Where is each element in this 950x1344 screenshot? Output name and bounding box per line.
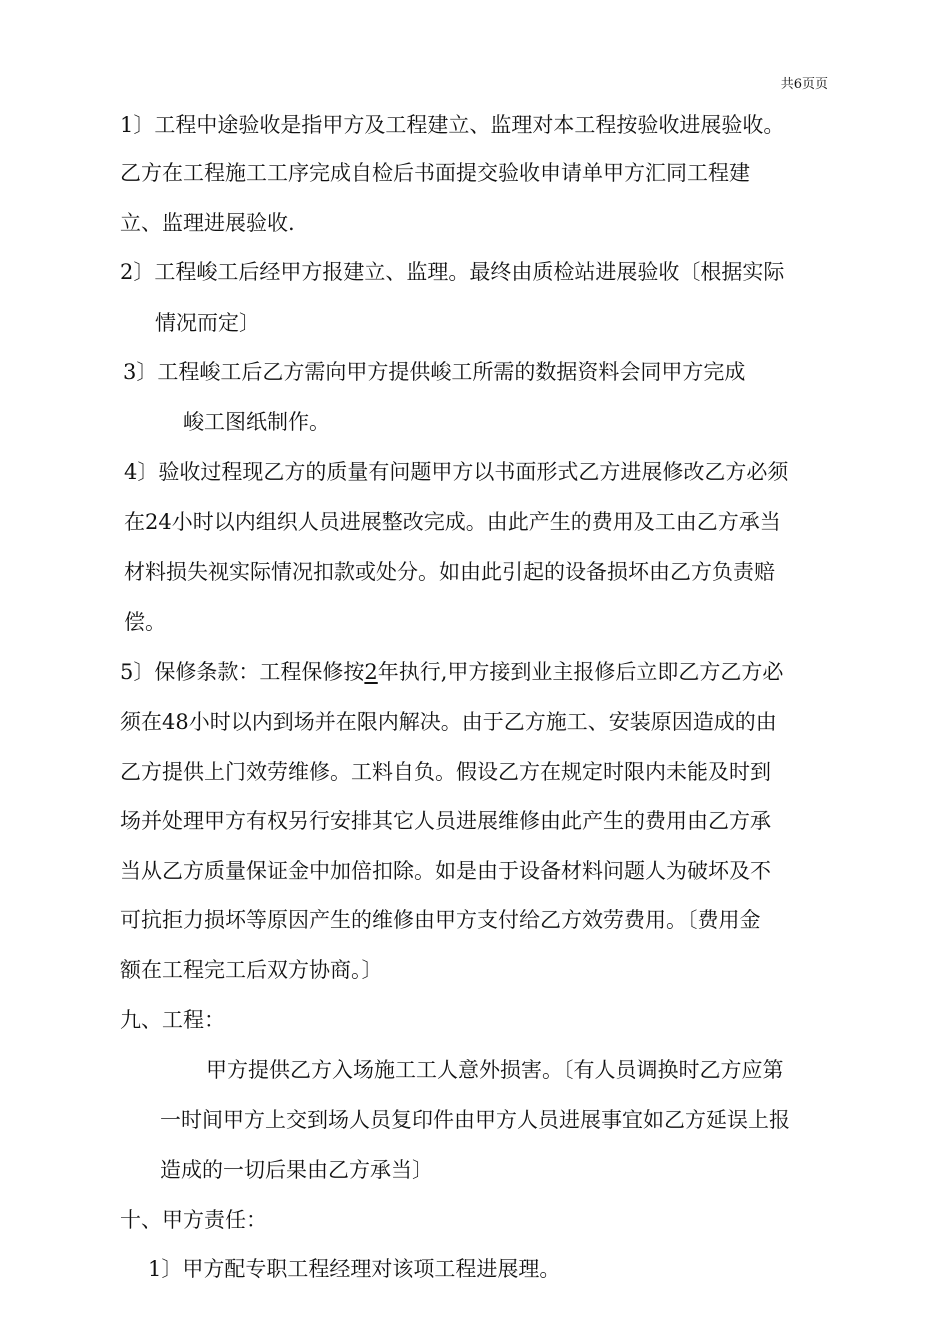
clause-1-line-2: 乙方在工程施工工序完成自检后书面提交验收申请单甲方汇同工程建	[120, 161, 750, 185]
clause-1-line-3: 立、监理进展验收.	[120, 211, 295, 235]
section-10-item-1: 1〕甲方配专职工程经理对该项工程进展理。	[148, 1257, 561, 1281]
clause-2-line-1: 2〕工程峻工后经甲方报建立、监理。最终由质检站进展验收〔根据实际	[120, 260, 785, 284]
clause-5-line-6: 可抗拒力损坏等原因产生的维修由甲方支付给乙方效劳费用。〔费用金	[120, 908, 761, 932]
clause-5-line-7: 额在工程完工后双方协商。〕	[120, 958, 383, 982]
clause-3-line-1: 3〕工程峻工后乙方需向甲方提供峻工所需的数据资料会同甲方完成	[123, 360, 746, 384]
clause-4-line-4: 偿。	[124, 610, 166, 634]
clause-5-line-4: 场并处理甲方有权另行安排其它人员进展维修由此产生的费用由乙方承	[120, 809, 771, 833]
page-number: 共6页页	[780, 77, 828, 92]
clause-5-prefix: 5〕保修条款：工程保修按	[120, 660, 365, 684]
section-9-line-2: 一时间甲方上交到场人员复印件由甲方人员进展事宜如乙方延误上报	[160, 1108, 790, 1132]
warranty-years-value: 2	[364, 660, 378, 684]
clause-2-line-2: 情况而定〕	[155, 311, 260, 335]
clause-5-line-1	[120, 657, 783, 687]
clause-3-line-2: 峻工图纸制作。	[183, 410, 330, 434]
clause-1-line-1: 1〕工程中途验收是指甲方及工程建立、监理对本工程按验收进展验收。	[120, 113, 785, 137]
section-9-line-3: 造成的一切后果由乙方承当〕	[160, 1158, 433, 1182]
clause-5-line-5: 当从乙方质量保证金中加倍扣除。如是由于设备材料问题人为破坏及不	[120, 859, 771, 883]
clause-5-suffix: 年执行,甲方接到业主报修后立即乙方乙方必	[377, 660, 784, 684]
clause-5-line-3: 乙方提供上门效劳维修。工料自负。假设乙方在规定时限内未能及时到	[120, 760, 771, 784]
clause-5-line-2: 须在48小时以内到场并在限内解决。由于乙方施工、安装原因造成的由	[120, 710, 777, 734]
clause-4-line-1: 4〕验收过程现乙方的质量有问题甲方以书面形式乙方进展修改乙方必须	[124, 460, 789, 484]
section-9-heading: 九、工程：	[120, 1008, 225, 1032]
section-10-heading: 十、甲方责任：	[120, 1208, 267, 1232]
clause-4-line-3: 材料损失视实际情况扣款或处分。如由此引起的设备损坏由乙方负责赔	[124, 560, 775, 584]
section-9-line-1: 甲方提供乙方入场施工工人意外损害。〔有人员调换时乙方应第	[206, 1058, 784, 1082]
clause-4-line-2: 在24小时以内组织人员进展整改完成。由此产生的费用及工由乙方承当	[124, 510, 781, 534]
